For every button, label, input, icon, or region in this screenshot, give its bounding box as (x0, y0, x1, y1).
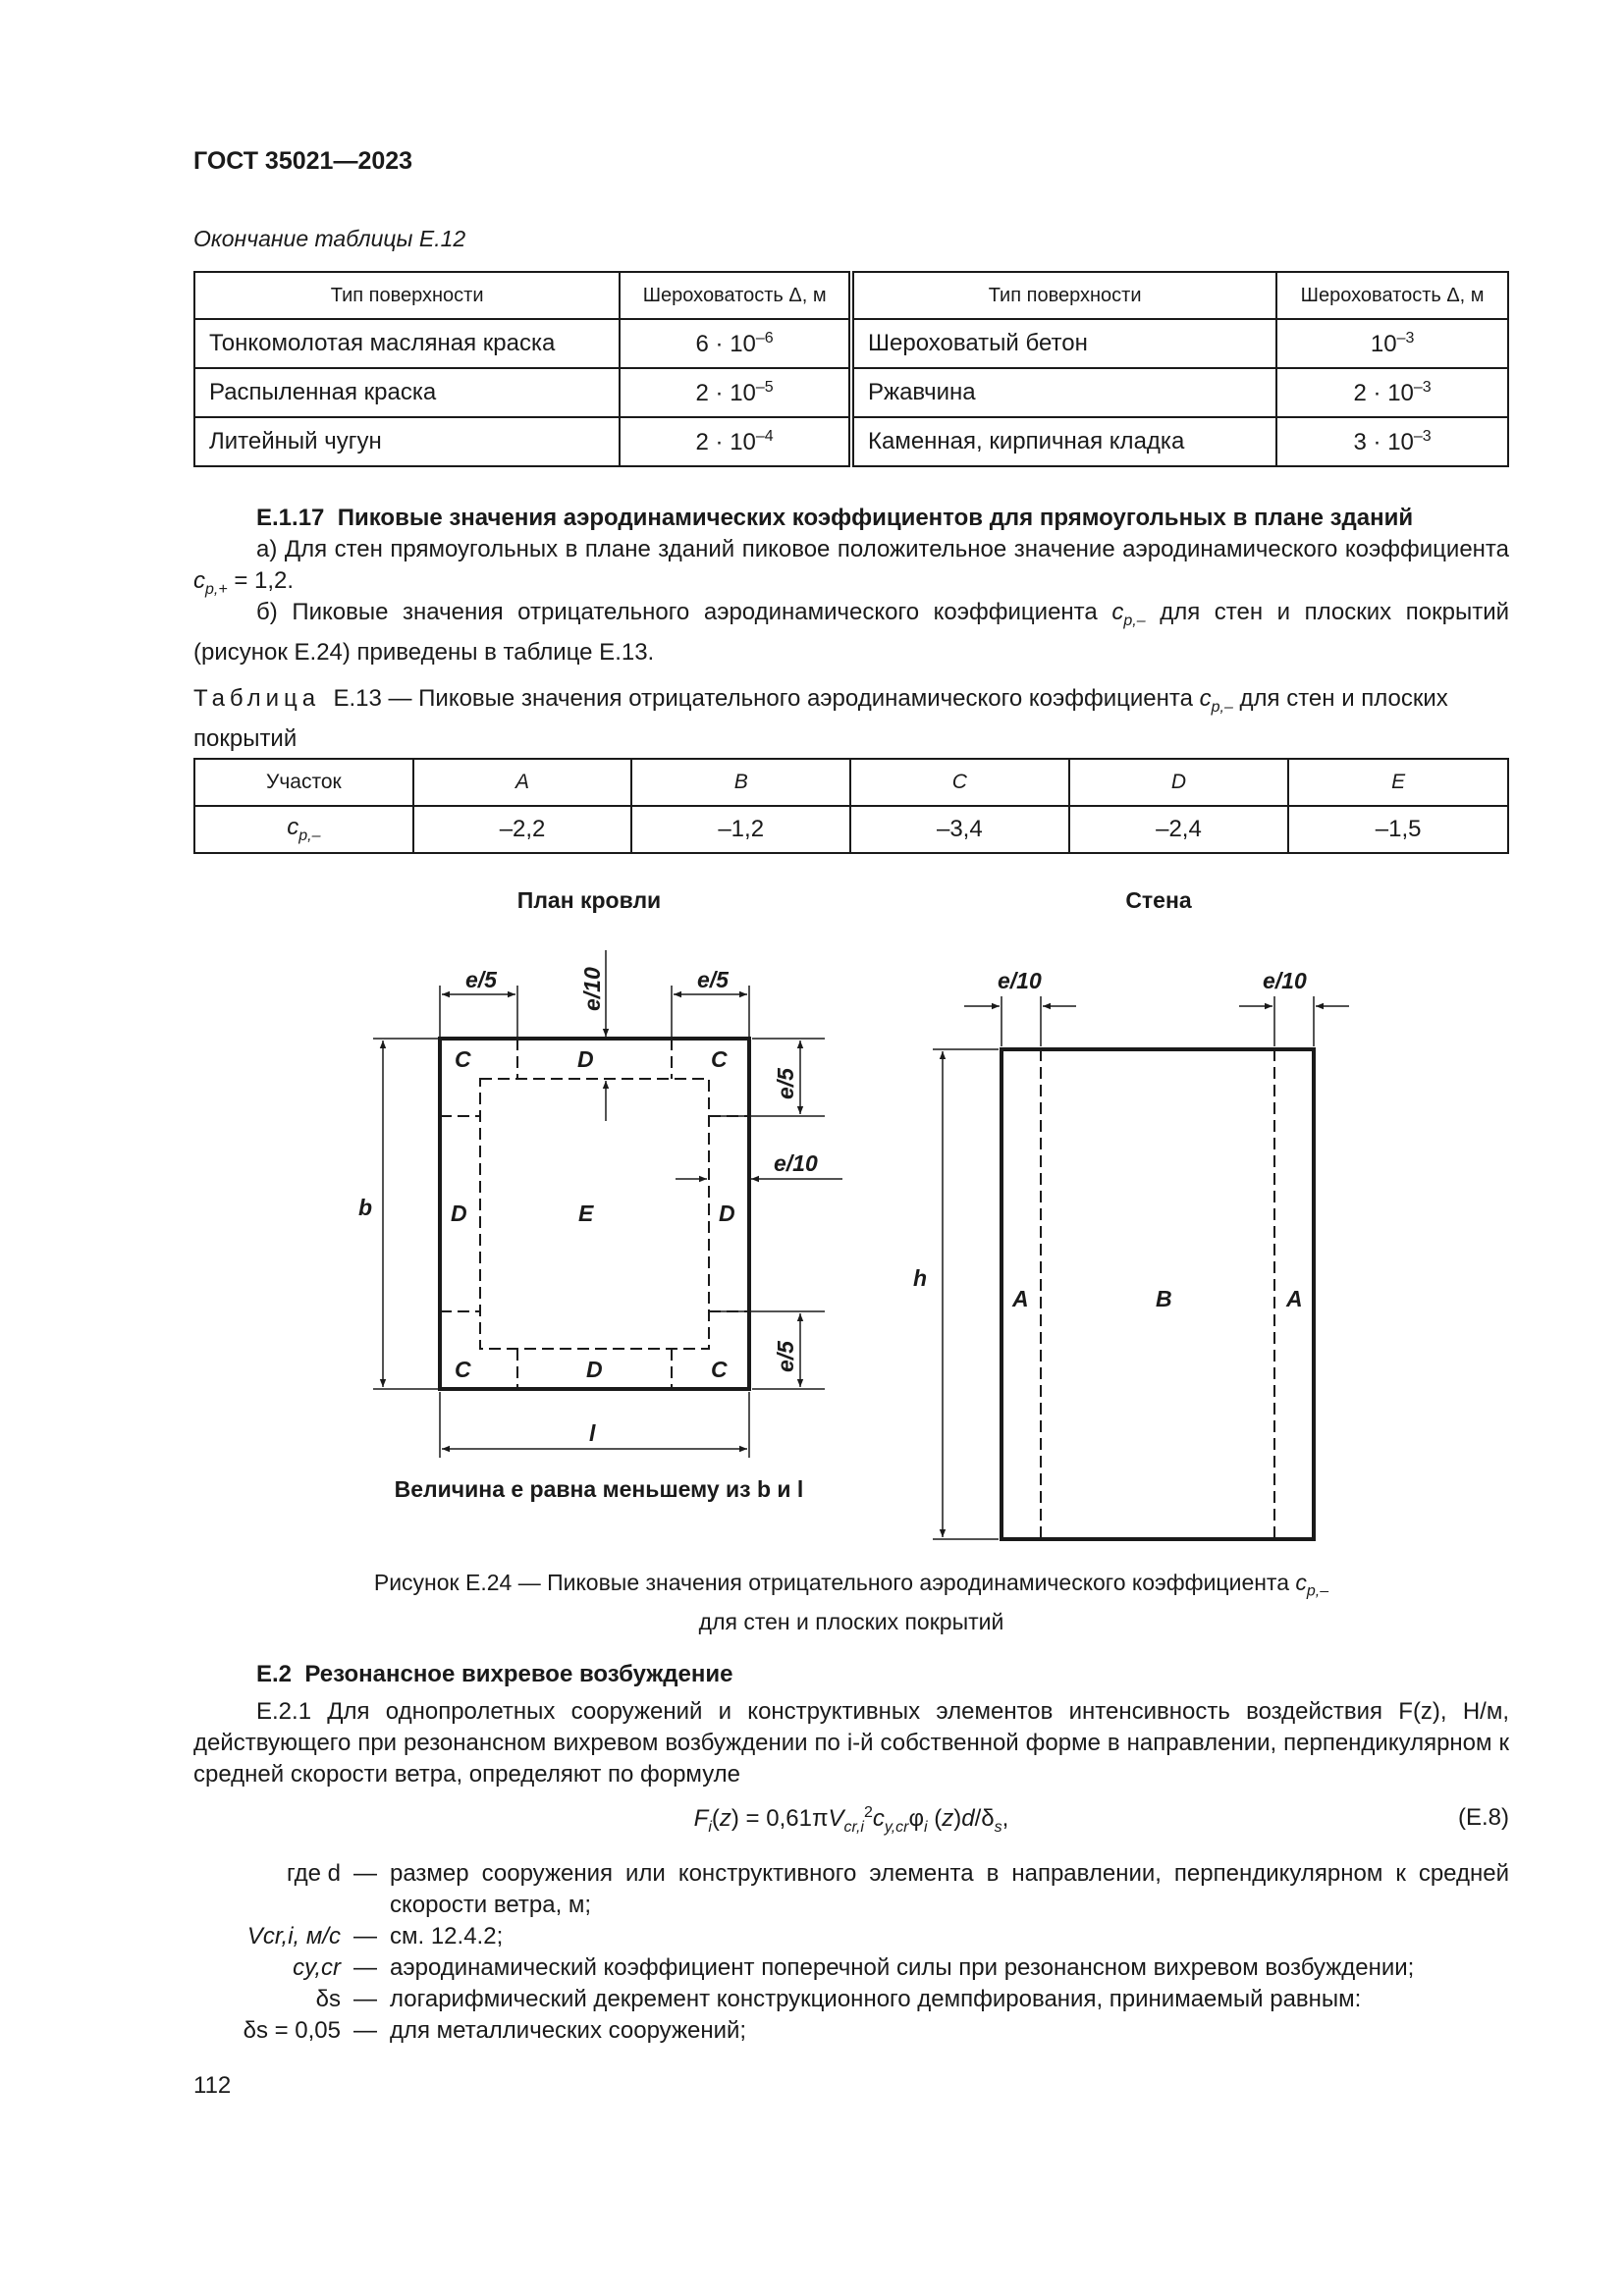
zone-label: A (1286, 1286, 1303, 1311)
dim-label-l: l (589, 1420, 596, 1446)
zone-c: C (850, 759, 1069, 806)
zone-e-boundary (480, 1079, 709, 1349)
definition-desc: для металлических сооружений; (390, 2017, 747, 2044)
page-number: 112 (193, 2072, 232, 2099)
document-code: ГОСТ 35021—2023 (193, 147, 413, 175)
zone-b: B (631, 759, 850, 806)
roughness-cell: $2 \cdot 10^{-3}$ (1276, 368, 1508, 417)
figure-note: Величина e равна меньшему из b и l (394, 1476, 804, 1502)
value-cell: –2,4 (1069, 806, 1289, 853)
zone-label: C (455, 1357, 471, 1382)
zone-a: A (413, 759, 632, 806)
wall-title: Стена (1125, 887, 1192, 913)
table-continuation-label: Окончание таблицы Е.12 (193, 226, 466, 251)
col-header-roughness: Шероховатость Δ, м (620, 272, 851, 319)
roughness-cell: $2 \cdot 10^{-4}$ (620, 417, 851, 466)
roughness-cell: $10^{-3}$ (1276, 319, 1508, 368)
zone-label: D (577, 1046, 594, 1072)
table-e13-title: Таблица Е.13 — Пиковые значения отрицательного аэродинамического коэффициента $c_{p,-}$ для стен и плоских покрытий (193, 685, 1448, 752)
section-heading: Е.1.17 Пиковые значения аэродинамических коэффициентов для прямоугольных в плане зданий (256, 505, 1414, 531)
roughness-cell: $2 \cdot 10^{-5}$ (620, 368, 851, 417)
col-header-surface: Тип поверхности (851, 272, 1276, 319)
dim-label: e/10 (1263, 968, 1307, 993)
paragraph-e21: Е.2.1 Для однопролетных сооружений и конструктивных элементов интенсивность воздействия F(z), Н/м, действующего при резонансном вихревом возбуждении по i-й собственной форме в направлении, перпендикулярном к средней скорости ветра, определяют по формуле (193, 1698, 1509, 1788)
dim-label: e/10 (579, 967, 605, 1011)
definition-term: Vcr,i, м/с (246, 1923, 341, 1949)
zone-label: C (455, 1046, 471, 1072)
definition-term: δs (315, 1986, 341, 2012)
definitions-list (193, 1858, 1509, 2047)
zone-label: C (711, 1357, 728, 1382)
dim-label: e/10 (998, 968, 1042, 993)
zone-e: E (1288, 759, 1508, 806)
definition-desc: размер сооружения или конструктивного элемента в направлении, перпендикулярном к средней скорости ветра, м; (390, 1860, 1509, 1918)
col-header-surface: Тип поверхности (194, 272, 620, 319)
roof-outline (440, 1039, 749, 1389)
surface-cell: Распыленная краска (194, 368, 620, 417)
definition-item: δs = 0,05 — для металлических сооружений; (193, 2015, 1509, 2047)
definition-desc: аэродинамический коэффициент поперечной силы при резонансном вихревом возбуждении; (390, 1954, 1415, 1981)
zone-header: Участок (194, 759, 413, 806)
surface-cell: Каменная, кирпичная кладка (851, 417, 1276, 466)
section-heading: Е.2 Резонансное вихревое возбуждение (256, 1661, 733, 1687)
zone-label: D (719, 1201, 735, 1226)
definition-term: где d (286, 1860, 341, 1887)
formula-number: (Е.8) (1457, 1804, 1509, 1831)
roof-plan-title: План кровли (516, 887, 662, 913)
definition-term: δs = 0,05 (243, 2017, 341, 2044)
zone-label: D (451, 1201, 467, 1226)
definition-item: cy,cr — аэродинамический коэффициент поперечной силы при резонансном вихревом возбуждении; (193, 1952, 1509, 1984)
dim-label: e/5 (465, 967, 497, 992)
dim-label: e/5 (773, 1068, 798, 1099)
dim-label-b: b (358, 1195, 373, 1220)
surface-cell: Литейный чугун (194, 417, 620, 466)
zone-label: B (1156, 1286, 1172, 1311)
definition-desc: см. 12.4.2; (390, 1923, 504, 1949)
dim-label-h: h (913, 1265, 928, 1291)
dim-label: e/10 (774, 1150, 818, 1176)
definition-item: Vcr,i, м/с — см. 12.4.2; (193, 1921, 1509, 1952)
value-cell: –1,5 (1288, 806, 1508, 853)
value-cell: –3,4 (850, 806, 1069, 853)
zone-label: C (711, 1046, 728, 1072)
roughness-cell: $3 \cdot 10^{-3}$ (1276, 417, 1508, 466)
surface-cell: Ржавчина (851, 368, 1276, 417)
surface-cell: Шероховатый бетон (851, 319, 1276, 368)
zone-label: E (578, 1201, 594, 1226)
zone-label: A (1012, 1286, 1029, 1311)
dim-label: e/5 (773, 1341, 798, 1372)
formula-body: $F_i(z) = 0,61\pi V_{cr,i}^2c_{y,cr}\varphi_i$ $(z)d/\delta_s$, (693, 1804, 1009, 1836)
coefficient-label: $c_{p,-}$ (194, 806, 413, 853)
definition-desc: логарифмический декремент конструкционного демпфирования, принимаемый равным: (390, 1986, 1362, 2012)
definition-item: где d — размер сооружения или конструктивного элемента в направлении, перпендикулярном к средней скорости ветра, м; (193, 1858, 1509, 1921)
zone-label: D (586, 1357, 603, 1382)
paragraph-a: а) Для стен прямоугольных в плане зданий пиковое положительное значение аэродинамического коэффициента $c_{p,+} = 1,2$. (193, 536, 1509, 598)
value-cell: –2,2 (413, 806, 632, 853)
figure-caption: Рисунок Е.24 — Пиковые значения отрицательного аэродинамического коэффициента $c_{p,-}$ для стен и плоских покрытий (373, 1570, 1329, 1634)
value-cell: –1,2 (631, 806, 850, 853)
definition-term: cy,cr (293, 1954, 341, 1981)
paragraph-b: б) Пиковые значения отрицательного аэродинамического коэффициента $c_{p,-}$ для стен и плоских покрытий (рисунок Е.24) приведены в таблице Е.13. (193, 599, 1510, 666)
dim-label: e/5 (697, 967, 729, 992)
surface-cell: Тонкомолотая масляная краска (194, 319, 620, 368)
zone-d: D (1069, 759, 1289, 806)
definition-item: δs — логарифмический декремент конструкционного демпфирования, принимаемый равным: (193, 1984, 1509, 2015)
col-header-roughness: Шероховатость Δ, м (1276, 272, 1508, 319)
roughness-cell: $6 \cdot 10^{-6}$ (620, 319, 851, 368)
